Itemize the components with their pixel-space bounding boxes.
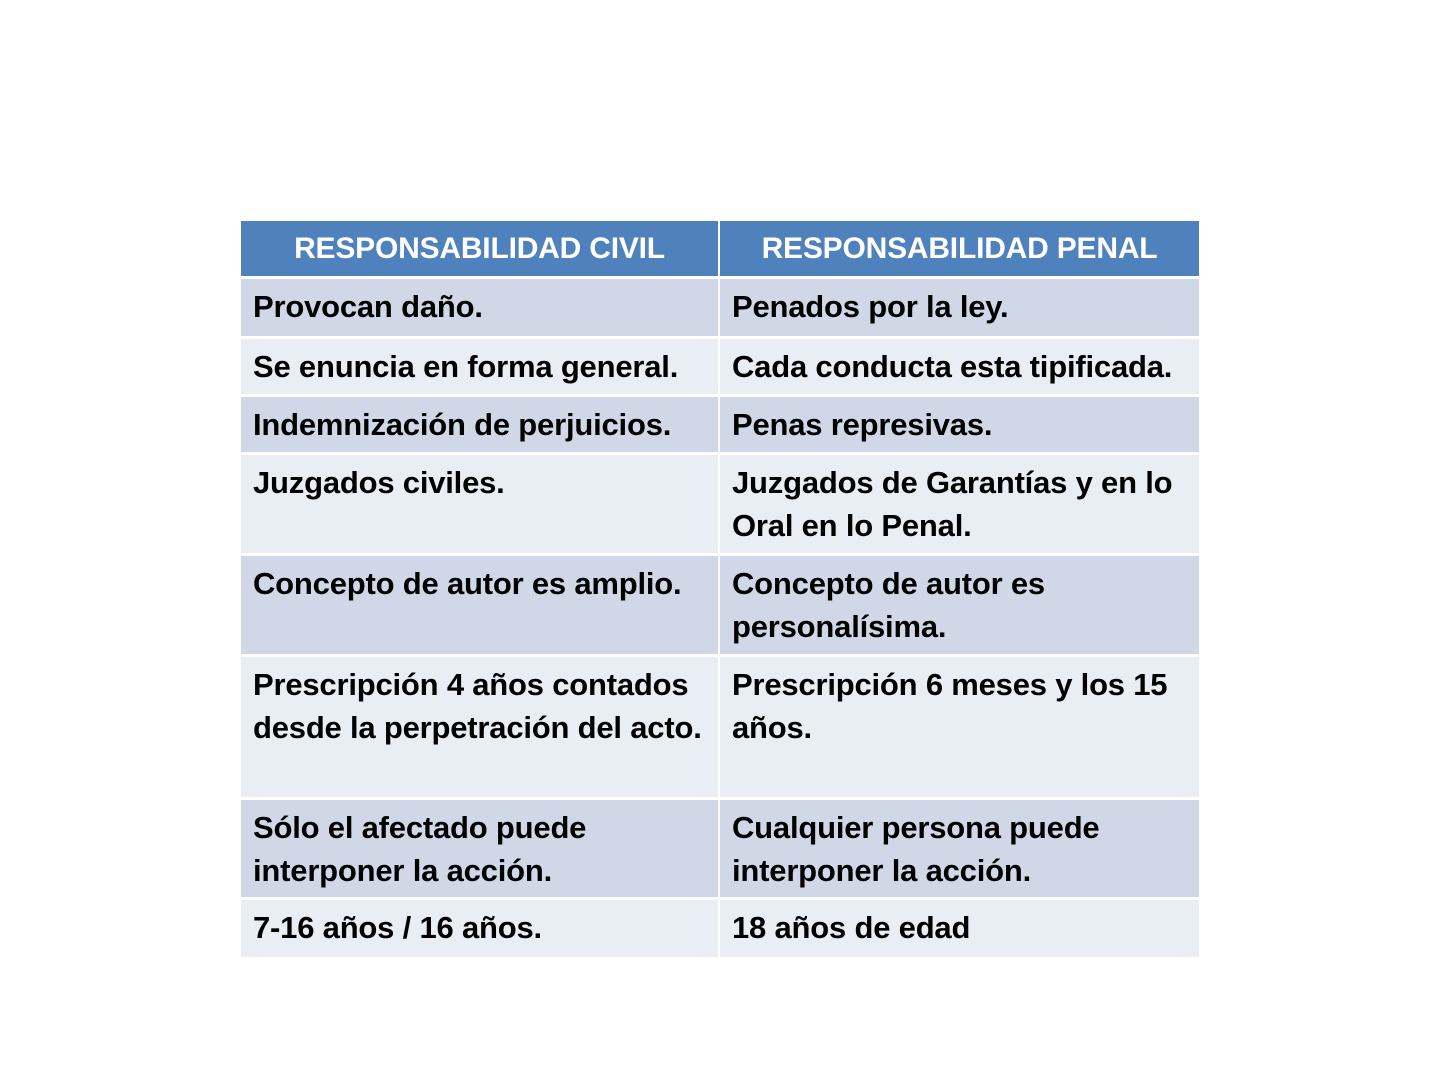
cell-penal-4: Juzgados de Garantías y en lo Oral en lo Penal. (720, 455, 1199, 553)
cell-penal-5: Concepto de autor es personalísima. (720, 556, 1199, 654)
cell-penal-6: Prescripción 6 meses y los 15 años. (720, 657, 1199, 797)
cell-civil-8: 7-16 años / 16 años. (241, 900, 718, 957)
cell-penal-3: Penas represivas. (720, 397, 1199, 452)
cell-civil-7: Sólo el afectado puede interponer la acción. (241, 800, 718, 897)
comparison-table (241, 221, 1199, 957)
cell-civil-3: Indemnización de perjuicios. (241, 397, 718, 452)
cell-civil-2: Se enuncia en forma general. (241, 339, 718, 394)
cell-penal-2: Cada conducta esta tipificada. (720, 339, 1199, 394)
cell-civil-5: Concepto de autor es amplio. (241, 556, 718, 654)
cell-civil-1: Provocan daño. (241, 279, 718, 336)
header-civil: RESPONSABILIDAD CIVIL (241, 221, 718, 276)
cell-penal-7: Cualquier persona puede interponer la acción. (720, 800, 1199, 897)
cell-penal-1: Penados por la ley. (720, 279, 1199, 336)
cell-civil-4: Juzgados civiles. (241, 455, 718, 553)
cell-civil-6: Prescripción 4 años contados desde la perpetración del acto. (241, 657, 718, 797)
header-penal: RESPONSABILIDAD PENAL (720, 221, 1199, 276)
cell-penal-8: 18 años de edad (720, 900, 1199, 957)
